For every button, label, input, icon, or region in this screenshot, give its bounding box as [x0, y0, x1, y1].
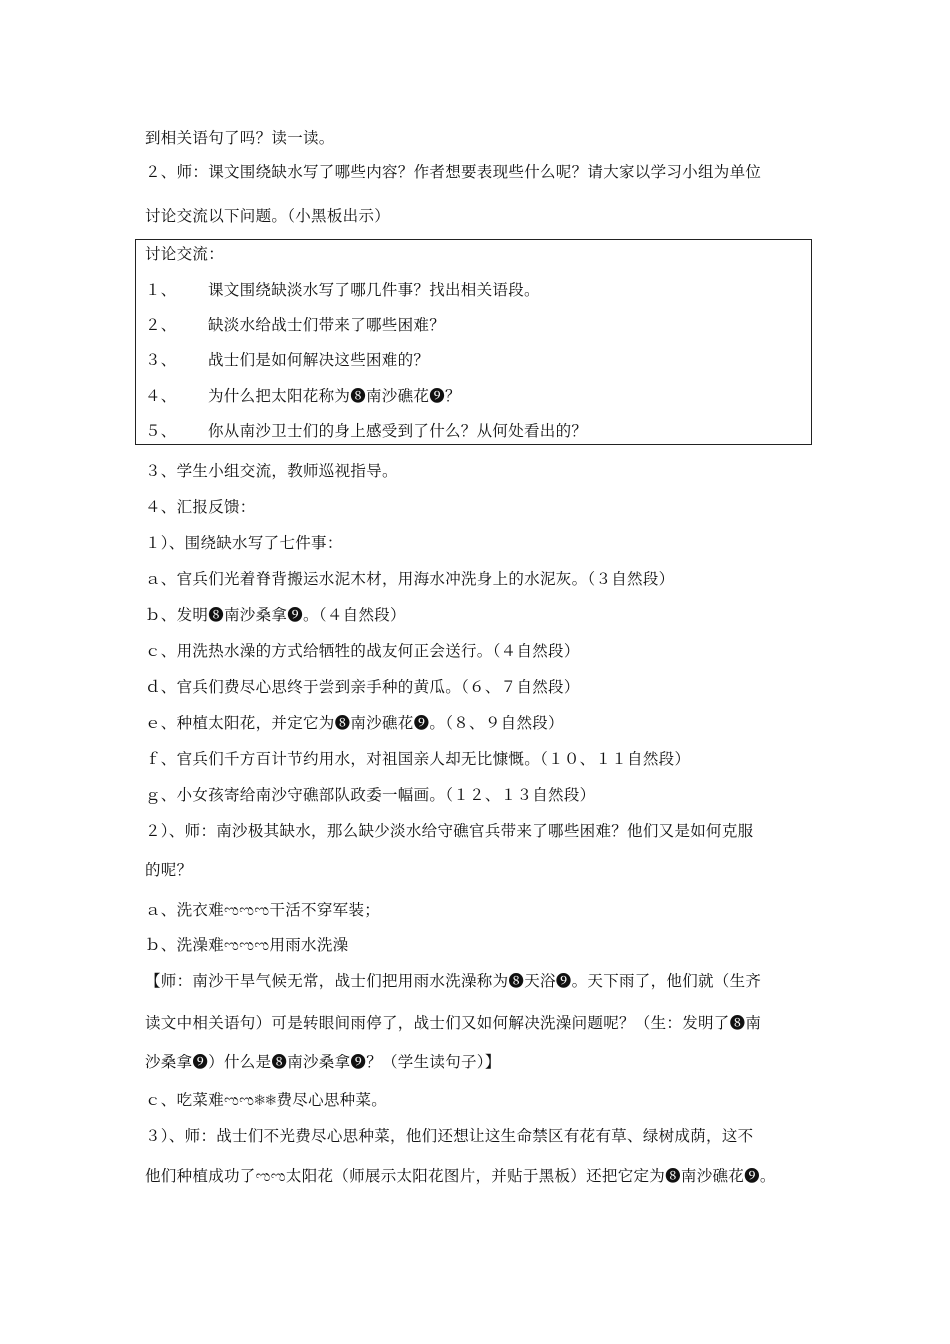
- discussion-item-text: 缺淡水给战士们带来了哪些困难？: [208, 316, 446, 334]
- body-line: １）、围绕缺水写了七件事：: [145, 534, 343, 552]
- body-line: 【师：南沙干旱气候无常，战士们把用雨水洗澡称为❽天浴❾。天下雨了，他们就（生齐: [145, 972, 762, 990]
- discussion-item-text: 战士们是如何解决这些困难的？: [208, 351, 430, 369]
- body-line: ｂ、发明❽南沙桑拿❾。（４自然段）: [145, 606, 406, 624]
- body-line: ａ、洗衣难ಌಌಌ干活不穿军装；: [145, 901, 381, 919]
- body-line: 的呢？: [145, 861, 193, 879]
- body-line: ２）、师：南沙极其缺水，那么缺少淡水给守礁官兵带来了哪些困难？他们又是如何克服: [145, 822, 754, 840]
- discussion-item: [145, 349, 429, 371]
- body-line: ｃ、用洗热水澡的方式给牺牲的战友何正会送行。（４自然段）: [145, 642, 580, 660]
- discussion-item-text: 课文围绕缺淡水写了哪几件事？找出相关语段。: [208, 281, 540, 299]
- body-line: ｂ、洗澡难ಌಌಌ用雨水洗澡: [145, 936, 349, 954]
- body-line: ｄ、官兵们费尽心思终于尝到亲手种的黄瓜。（６、７自然段）: [145, 678, 580, 696]
- discussion-title: 讨论交流：: [145, 245, 225, 263]
- body-line: ｇ、小女孩寄给南沙守礁部队政委一幅画。（１２、１３自然段）: [145, 786, 596, 804]
- body-line: 他们种植成功了ಌಌ太阳花（师展示太阳花图片，并贴于黑板）还把它定为❽南沙礁花❾。: [145, 1167, 776, 1185]
- discussion-item-number: ４、: [145, 387, 177, 405]
- discussion-item: [145, 420, 587, 442]
- body-line: 沙桑拿❾）什么是❽南沙桑拿❾？（学生读句子）】: [145, 1053, 501, 1071]
- body-line: ４、汇报反馈：: [145, 498, 256, 516]
- discussion-item: [145, 385, 461, 407]
- body-line: ｅ、种植太阳花，并定它为❽南沙礁花❾。（８、９自然段）: [145, 714, 564, 732]
- discussion-item: [145, 279, 540, 301]
- discussion-item-text: 为什么把太阳花称为❽南沙礁花❾？: [208, 387, 461, 405]
- discussion-item: [145, 314, 445, 336]
- body-line: 读文中相关语句）可是转眼间雨停了，战士们又如何解决洗澡问题呢？（生：发明了❽南: [145, 1014, 762, 1032]
- discussion-item-number: ２、: [145, 316, 177, 334]
- body-line: ３）、师：战士们不光费尽心思种菜，他们还想让这生命禁区有花有草、绿树成荫，这不: [145, 1127, 754, 1145]
- discussion-item-number: １、: [145, 281, 177, 299]
- body-line: ｃ、吃菜难ಌಌ❅❅费尽心思种菜。: [145, 1091, 388, 1109]
- discussion-item-number: ５、: [145, 422, 177, 440]
- body-line: ３、学生小组交流，教师巡视指导。: [145, 462, 398, 480]
- intro-line-3: 讨论交流以下问题。（小黑板出示）: [145, 207, 391, 225]
- intro-line-2: ２、师：课文围绕缺水写了哪些内容？作者想要表现些什么呢？请大家以学习小组为单位: [145, 163, 762, 181]
- discussion-item-text: 你从南沙卫士们的身上感受到了什么？从何处看出的？: [208, 422, 588, 440]
- intro-line-1: 到相关语句了吗？读一读。: [145, 129, 335, 147]
- discussion-box: [135, 239, 812, 445]
- body-line: ｆ、官兵们千方百计节约用水，对祖国亲人却无比慷慨。（１０、１１自然段）: [145, 750, 691, 768]
- body-line: ａ、官兵们光着脊背搬运水泥木材，用海水冲洗身上的水泥灰。（３自然段）: [145, 570, 675, 588]
- discussion-item-number: ３、: [145, 351, 177, 369]
